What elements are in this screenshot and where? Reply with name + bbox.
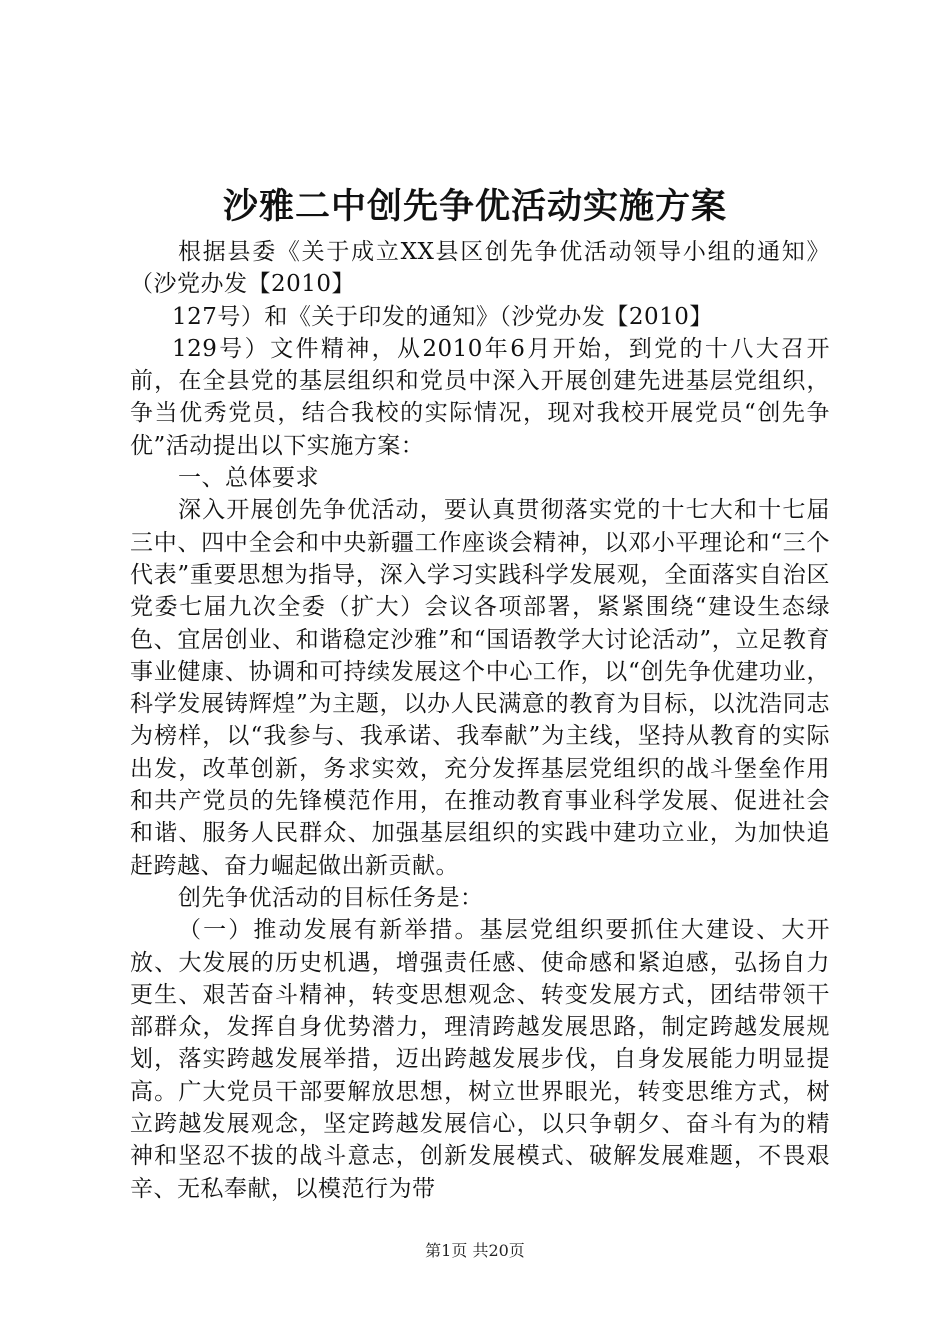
document-title: 沙雅二中创先争优活动实施方案 xyxy=(222,186,727,227)
paragraph-general-requirements: 深入开展创先争优活动，要认真贯彻落实党的十七大和十七届三中、四中全会和中央新疆工作座谈会精神，以邓小平理论和“三个代表”重要思想为指导，深入学习实践科学发展观，全面落实自治区党委七届九次全委（扩大）会议各项部署，紧紧围绕“建设生态绿色、宜居创业、和谐稳定沙雅”和“国语教学大讨论活动”，立足教育事业健康、协调和可持续发展这个中心工作，以“创先争优建功业，科学发展铸辉煌”为主题，以办人民满意的教育为目标，以沈浩同志为榜样，以“我参与、我承诺、我奉献”为主线，坚持从教育的实际出发，改革创新，务求实效，充分发挥基层党组织的战斗堡垒作用和共产党员的先锋模范作用，在推动教育事业科学发展、促进社会和谐、服务人民群众、加强基层组织的实践中建功立业，为加快追赶跨越、奋力崛起做出新贡献。 xyxy=(130,497,830,879)
section-heading-general-requirements: 一、总体要求 xyxy=(178,465,319,492)
paragraph-doc-number-127: 127号）和《关于印发的通知》（沙党办发【2010】 xyxy=(172,303,713,330)
paragraph-goals-intro: 创先争优活动的目标任务是： xyxy=(178,884,484,911)
paragraph-intro: 根据县委《关于成立XX县区创先争优活动领导小组的通知》（沙党办发【2010】 xyxy=(130,239,830,298)
document-body xyxy=(130,236,830,1205)
page-footer: 第1页 共20页 xyxy=(425,1241,525,1260)
paragraph-goal-one: （一）推动发展有新举措。基层党组织要抓住大建设、大开放、大发展的历史机遇，增强责任感、使命感和紧迫感，弘扬自力更生、艰苦奋斗精神，转变思想观念、转变发展方式，团结带领干部群众，发挥自身优势潜力，理清跨越发展思路，制定跨越发展规划，落实跨越发展举措，迈出跨越发展步伐，自身发展能力明显提高。广大党员干部要解放思想，树立世界眼光，转变思维方式，树立跨越发展观念，坚定跨越发展信心，以只争朝夕、奋斗有为的精神和坚忍不拔的战斗意志，创新发展模式、破解发展难题，不畏艰辛、无私奉献，以模范行为带 xyxy=(130,917,830,1202)
paragraph-doc-number-129: 129号）文件精神，从2010年6月开始，到党的十八大召开前，在全县党的基层组织和党员中深入开展创建先进基层党组织，争当优秀党员，结合我校的实际情况，现对我校开展党员“创先争优”活动提出以下实施方案： xyxy=(130,335,830,459)
